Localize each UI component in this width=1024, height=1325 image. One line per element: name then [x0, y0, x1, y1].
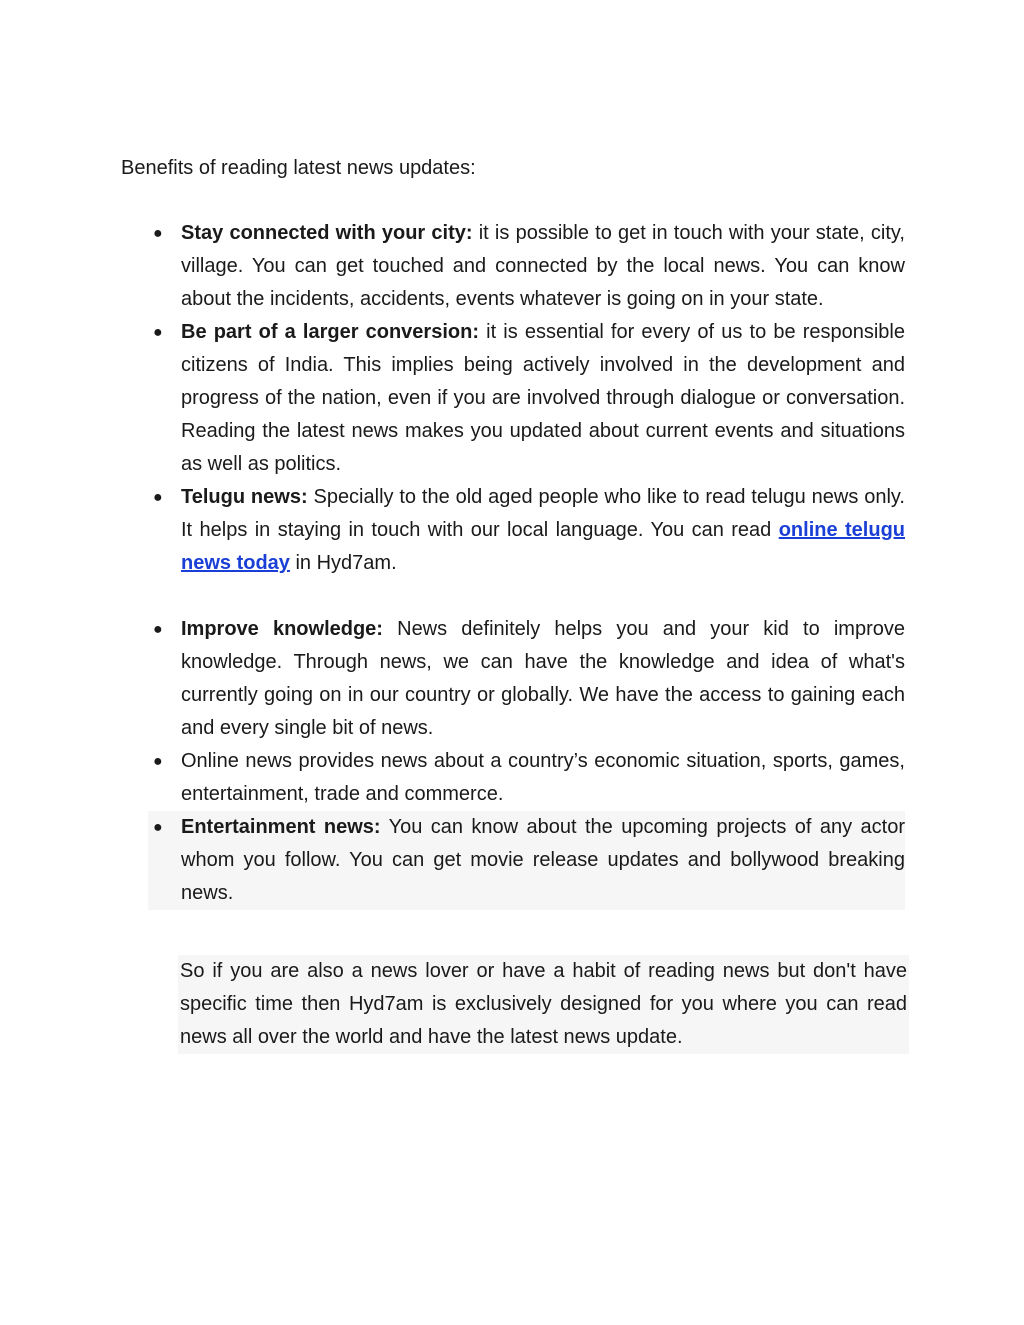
list-item-larger-conversion	[148, 316, 905, 481]
item-text-after: in Hyd7am.	[289, 552, 397, 574]
list-item-online-news	[148, 745, 905, 811]
bullet-icon: ●	[153, 621, 163, 638]
list-item-stay-connected	[148, 217, 905, 316]
item-title: Improve knowledge:	[181, 618, 383, 640]
list-item-entertainment-news	[148, 811, 905, 910]
bullet-icon: ●	[153, 225, 163, 242]
item-text: News definitely helps you and your kid to improve knowledge. Through news, we can have the knowledge and idea of what's currently going on in our country or globally. We have the access to gaining each and every single bit of news.	[181, 618, 905, 739]
bullet-icon: ●	[153, 753, 163, 770]
item-title: Telugu news:	[181, 486, 308, 508]
benefits-list	[148, 217, 905, 910]
closing-paragraph: So if you are also a news lover or have a habit of reading news but don't have specific time then Hyd7am is exclusively designed for you where you can read news all over the world and have the latest news update.	[178, 955, 909, 1054]
item-title: Be part of a larger conversion:	[181, 321, 479, 343]
item-text: Online news provides news about a country’s economic situation, sports, games, entertainment, trade and commerce.	[181, 750, 905, 805]
online-telugu-news-link[interactable]: online telugu news today	[181, 519, 905, 574]
item-title: Stay connected with your city:	[181, 222, 473, 244]
item-title: Entertainment news:	[181, 816, 381, 838]
item-text: it is essential for every of us to be responsible citizens of India. This implies being actively involved in the development and progress of the nation, even if you are involved through dialogue or conversation. Reading the latest news makes you updated about current events and situations as well as politics.	[181, 321, 905, 475]
bullet-icon: ●	[153, 819, 163, 836]
bullet-icon: ●	[153, 324, 163, 341]
list-item-improve-knowledge	[148, 613, 905, 745]
item-text: it is possible to get in touch with your state, city, village. You can get touched and connected by the local news. You can know about the incidents, accidents, events whatever is going on in your state.	[181, 222, 905, 310]
item-text: You can know about the upcoming projects of any actor whom you follow. You can get movie release updates and bollywood breaking news.	[181, 816, 905, 904]
bullet-icon: ●	[153, 489, 163, 506]
section-heading: Benefits of reading latest news updates:	[121, 157, 476, 179]
item-text: Specially to the old aged people who like to read telugu news only. It helps in staying in touch with our local language. You can read	[181, 486, 905, 541]
list-item-telugu-news	[148, 481, 905, 580]
